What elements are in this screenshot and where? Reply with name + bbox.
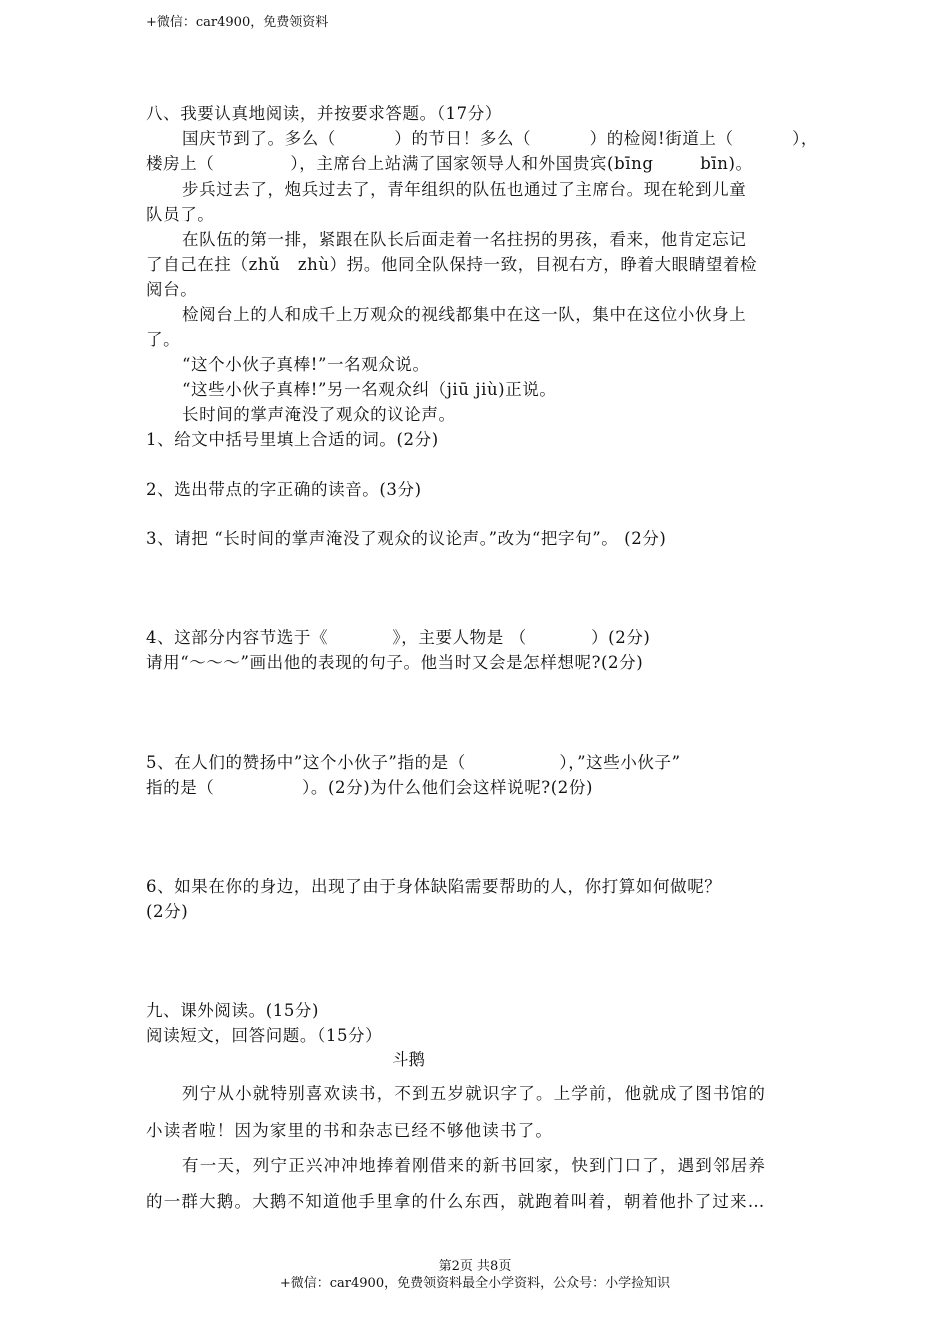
question-1: 1、给文中括号里填上合适的词。(2分) (146, 430, 439, 449)
section-9-instruction: 阅读短文，回答问题。（15分） (146, 1026, 383, 1045)
passage-line: “这些小伙子真棒!”另一名观众纠（jiū jiù)正说。 (182, 380, 557, 399)
story-line: 的一群大鹅。大鹅不知道他手里拿的什么东西，就跑着叫着，朝着他扑了过来… (146, 1192, 766, 1211)
story-title: 斗鹅 (392, 1050, 425, 1069)
question-5: 5、在人们的赞扬中”这个小伙子”指的是（ ），”这些小伙子” (146, 753, 681, 772)
passage-line: 阅台。 (146, 280, 198, 299)
passage-line: 长时间的掌声淹没了观众的议论声。 (182, 405, 456, 424)
passage-line: 国庆节到了。多么（ ）的节日！多么（ ）的检阅!街道上（ ）， (182, 129, 819, 148)
passage-line: 了。 (146, 330, 181, 349)
question-4-part-2: 请用“～～～”画出他的表现的句子。他当时又会是怎样想呢?(2分) (146, 653, 644, 672)
question-3: 3、请把 “长时间的掌声淹没了观众的议论声。”改为“把字句”。 (2分) (146, 529, 667, 548)
page-footer-note: +微信：car4900，免费领资料最全小学资料，公众号：小学捡知识 (279, 1276, 671, 1291)
question-6-part-2: (2分) (146, 902, 189, 921)
passage-line: 队员了。 (146, 205, 215, 224)
page-header: +微信：car4900，免费领资料 (146, 15, 329, 30)
story-line: 小读者啦！因为家里的书和杂志已经不够他读书了。 (146, 1121, 554, 1140)
passage-line: 步兵过去了，炮兵过去了，青年组织的队伍也通过了主席台。现在轮到儿童 (182, 180, 747, 199)
question-5-part-2: 指的是（ ）。(2分)为什么他们会这样说呢?(2份) (146, 778, 594, 797)
passage-line: 检阅台上的人和成千上万观众的视线都集中在这一队，集中在这位小伙身上 (182, 305, 747, 324)
question-4: 4、这部分内容节选于《 》，主要人物是 （ ）(2分) (146, 628, 651, 647)
question-2: 2、选出带点的字正确的读音。(3分) (146, 480, 422, 499)
page-number: 第2页 共8页 (438, 1259, 512, 1274)
story-line: 列宁从小就特别喜欢读书，不到五岁就识字了。上学前，他就成了图书馆的 (182, 1084, 767, 1103)
passage-line: 楼房上（ ），主席台上站满了国家领导人和外国贵宾(bīng bīn)。 (146, 154, 753, 173)
section-8-heading: 八、我要认真地阅读，并按要求答题。（17分） (146, 104, 502, 123)
passage-line: “这个小伙子真棒!”一名观众说。 (182, 355, 430, 374)
passage-line: 在队伍的第一排，紧跟在队长后面走着一名拄拐的男孩，看来，他肯定忘记 (182, 230, 747, 249)
passage-line: 了自己在拄（zhǔ zhù）拐。他同全队保持一致，目视右方，睁着大眼睛望着检 (146, 255, 758, 274)
story-line: 有一天，列宁正兴冲冲地捧着刚借来的新书回家，快到门口了，遇到邻居养 (182, 1156, 767, 1175)
section-9-heading: 九、课外阅读。(15分) (146, 1001, 320, 1020)
question-6: 6、如果在你的身边，出现了由于身体缺陷需要帮助的人，你打算如何做呢？ (146, 877, 722, 896)
